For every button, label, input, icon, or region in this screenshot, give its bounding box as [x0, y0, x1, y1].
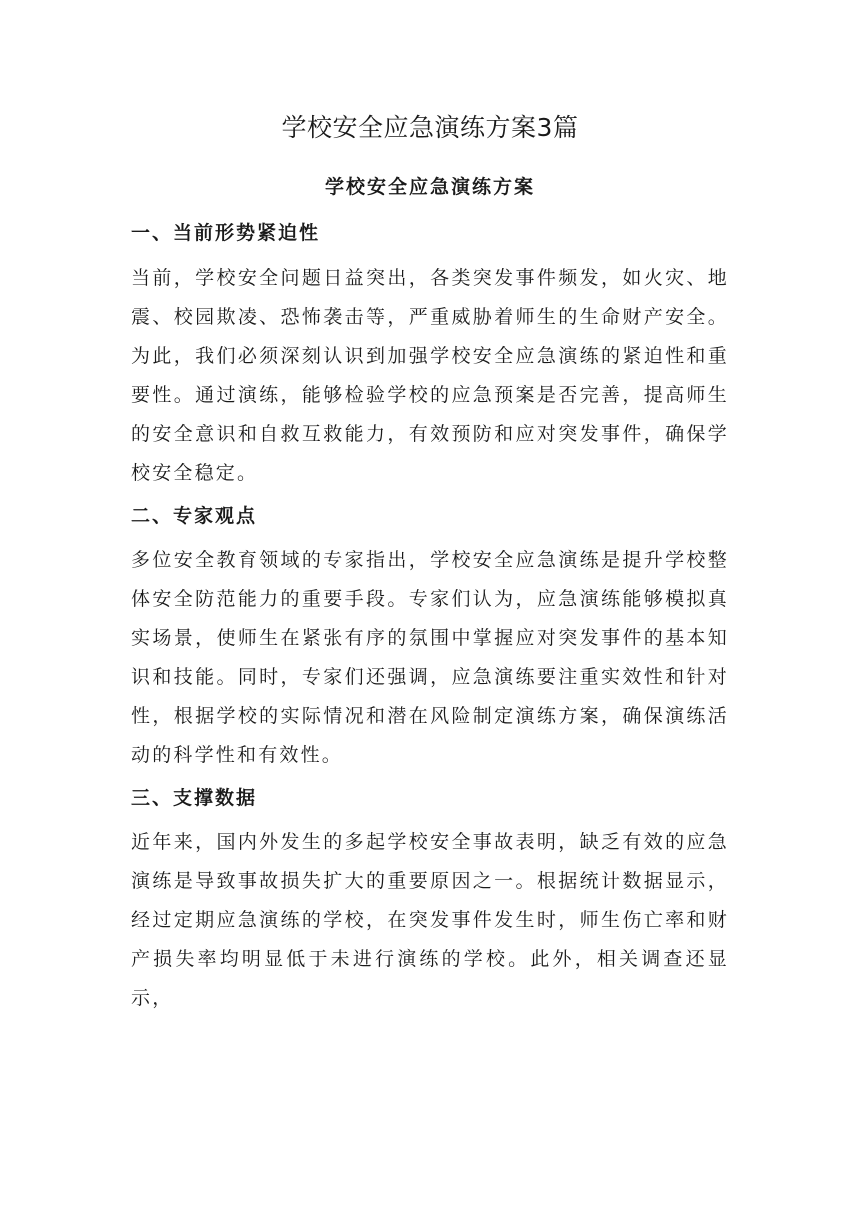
section-paragraph: 当前，学校安全问题日益突出，各类突发事件频发，如火灾、地震、校园欺凌、恐怖袭击等，严重威胁着师生的生命财产安全。为此，我们必须深刻认识到加强学校安全应急演练的紧迫性和重要性。通过演练，能够检验学校的应急预案是否完善，提高师生的安全意识和自救互救能力，有效预防和应对突发事件，确保学校安全稳定。	[131, 267, 729, 484]
document-subtitle: 学校安全应急演练方案	[324, 176, 535, 198]
section-expert-views	[131, 499, 729, 775]
section-urgency	[131, 216, 729, 493]
section-paragraph: 多位安全教育领域的专家指出，学校安全应急演练是提升学校整体安全防范能力的重要手段。专家们认为，应急演练能够模拟真实场景，使师生在紧张有序的氛围中掌握应对突发事件的基本知识和技能。同时，专家们还强调，应急演练要注重实效性和针对性，根据学校的实际情况和潜在风险制定演练方案，确保演练活动的科学性和有效性。	[131, 549, 729, 766]
section-heading: 三、支撑数据	[131, 787, 258, 809]
section-supporting-data	[131, 781, 729, 1018]
section-paragraph: 近年来，国内外发生的多起学校安全事故表明，缺乏有效的应急演练是导致事故损失扩大的重要原因之一。根据统计数据显示，经过定期应急演练的学校，在突发事件发生时，师生伤亡率和财产损失率均明显低于未进行演练的学校。此外，相关调查还显示，	[131, 831, 729, 1009]
document-title: 学校安全应急演练方案3篇	[281, 113, 579, 142]
document-body	[131, 216, 729, 1024]
section-heading: 一、当前形势紧迫性	[131, 222, 321, 244]
section-heading: 二、专家观点	[131, 505, 258, 527]
